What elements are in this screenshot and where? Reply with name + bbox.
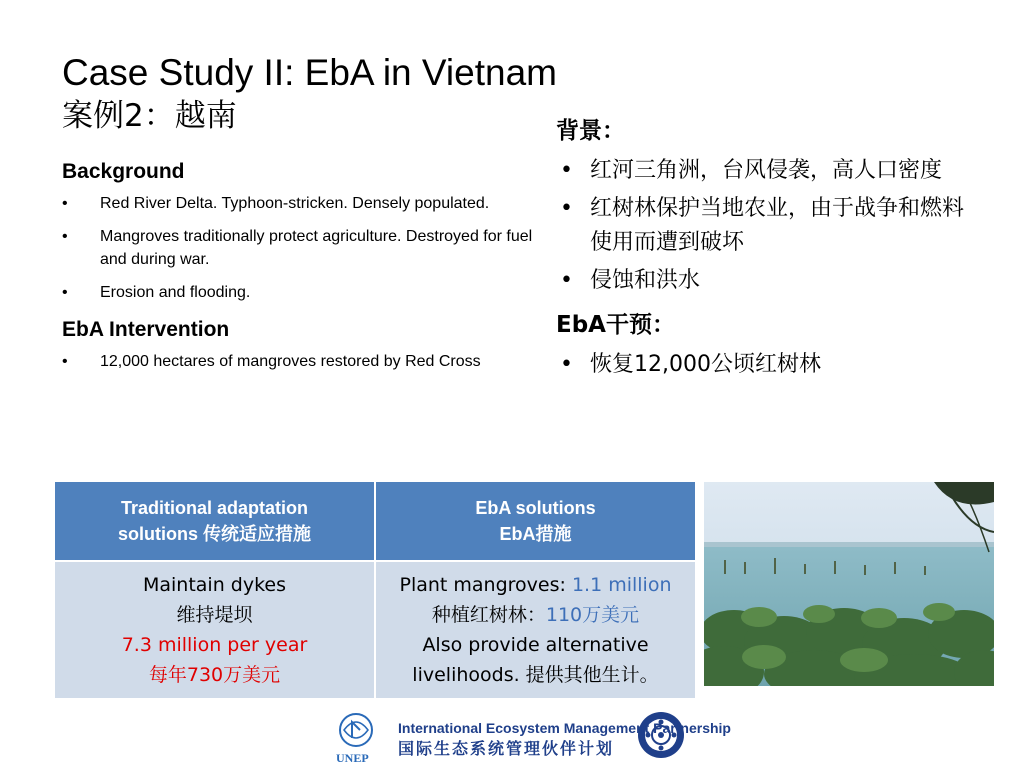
partner-name: International Ecosystem Management Partnership <box>398 720 731 736</box>
list-item: • Red River Delta. Typhoon-stricken. Densely populated. <box>62 192 540 215</box>
intervention-list <box>62 350 540 373</box>
cost-value: 7.3 million per year <box>121 634 308 656</box>
table-header-row <box>54 481 696 561</box>
cell-line: livelihoods. 提供其他生计。 <box>412 664 659 686</box>
cost-value-zh: 110万美元 <box>545 604 640 626</box>
cell-line: Maintain dykes <box>142 574 287 596</box>
unep-label: UNEP <box>336 751 369 765</box>
intervention-heading: EbA Intervention <box>62 318 230 341</box>
eba-header <box>375 481 696 561</box>
cell-label: 种植红树林： <box>431 604 546 626</box>
list-item: • 侵蚀和洪水 <box>556 264 976 298</box>
background-heading: Background <box>62 160 185 183</box>
header-line: EbA措施 <box>499 524 572 544</box>
header-line: solutions 传统适应措施 <box>118 524 311 544</box>
background-list <box>62 192 540 304</box>
traditional-cell <box>54 561 375 699</box>
background-heading-zh: 背景： <box>556 118 625 144</box>
table-row <box>54 561 696 699</box>
english-column <box>62 158 540 385</box>
cell-line <box>380 600 691 630</box>
cell-line: Also provide alternative <box>422 634 649 656</box>
header-line: EbA solutions <box>475 498 596 518</box>
cell-label: Plant mangroves: <box>399 574 572 596</box>
cost-value: 1.1 million <box>571 574 672 596</box>
list-item: • 恢复12,000公顷红树林 <box>556 348 976 382</box>
mangrove-photo-image <box>704 482 994 686</box>
header-line: Traditional adaptation <box>120 498 308 518</box>
list-item: • 红树林保护当地农业，由于战争和燃料使用而遭到破坏 <box>556 192 976 260</box>
partner-name-zh: 国际生态系统管理伙伴计划 <box>398 739 615 758</box>
comparison-table <box>53 480 697 700</box>
list-item: • 12,000 hectares of mangroves restored by Red Cross <box>62 350 540 373</box>
unep-logo-icon <box>330 708 390 766</box>
list-item: • 红河三角洲，台风侵袭，高人口密度 <box>556 154 976 188</box>
chinese-column <box>556 112 976 390</box>
background-list-zh <box>556 154 976 298</box>
intervention-heading-zh: EbA干预： <box>556 312 675 338</box>
traditional-header <box>54 481 375 561</box>
list-item: • Mangroves traditionally protect agriculture. Destroyed for fuel and during war. <box>62 225 540 271</box>
eba-cell <box>375 561 696 699</box>
mangrove-photo <box>704 482 994 686</box>
cell-line <box>380 570 691 600</box>
intervention-list-zh <box>556 348 976 382</box>
cost-value-zh: 每年730万美元 <box>148 664 281 686</box>
slide-subtitle: 案例2：越南 <box>62 98 237 134</box>
list-item: • Erosion and flooding. <box>62 281 540 304</box>
slide-title: Case Study II: EbA in Vietnam <box>62 52 557 93</box>
cell-line: 维持堤坝 <box>176 604 253 626</box>
